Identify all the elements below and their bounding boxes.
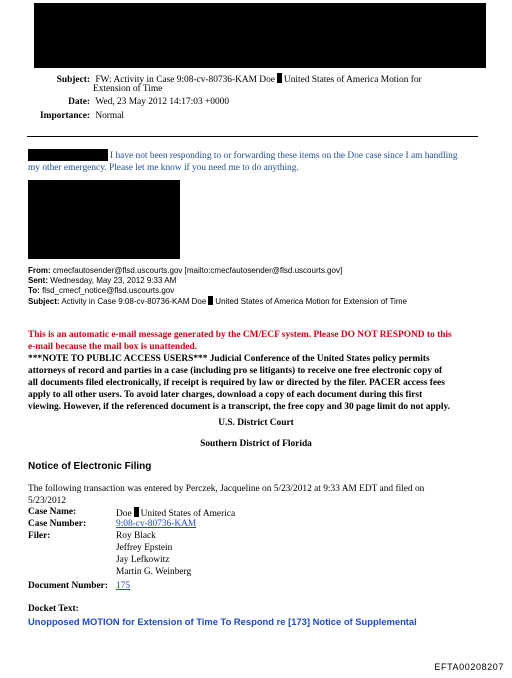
redaction-bar — [134, 507, 139, 517]
document-number-label: Document Number: — [28, 581, 108, 591]
forwarded-from-row — [28, 266, 342, 275]
header-divider — [27, 136, 478, 137]
case-number-link[interactable]: 9:08-cv-80736-KAM — [116, 519, 197, 529]
subject-text-a: FW: Activity in Case 9:08-cv-80736-KAM Doe — [95, 75, 275, 85]
message-line-1: I have not been responding to or forwarding these items on the Doe case since I am handling — [110, 151, 458, 161]
auto-notice-line-1: This is an automatic e-mail message generated by the CM/ECF system. Please DO NOT RESPOND to this — [28, 330, 452, 340]
document-number-link[interactable]: 175 — [116, 581, 131, 591]
date-value: Wed, 23 May 2012 14:17:03 +0000 — [95, 97, 230, 107]
filer-label: Filer: — [28, 531, 51, 541]
nef-title: Notice of Electronic Filing — [28, 461, 152, 472]
fwd-subject-value-b: United States of America Motion for Extension of Time — [215, 297, 407, 306]
header-subject-row-2: Extension of Time — [93, 84, 163, 94]
subject-text-b: United States of America Motion for — [283, 75, 422, 85]
public-notice-line-2: attorneys of record and parties in a case (including pro se litigants) to receive one free electronic copy of — [28, 366, 443, 376]
public-notice-line-1: ***NOTE TO PUBLIC ACCESS USERS*** Judicial Conference of the United States policy permits — [28, 354, 430, 364]
to-label: To: — [28, 286, 40, 295]
redaction-bar — [208, 296, 213, 305]
docket-text: Unopposed MOTION for Extension of Time To Respond re [173] Notice of Supplemental — [28, 616, 417, 627]
redaction-middle — [28, 180, 180, 259]
court-name: U.S. District Court — [218, 418, 294, 428]
docket-text-label: Docket Text: — [28, 604, 79, 614]
public-notice-line-3: all documents filed electronically, if receipt is required by law or directed by the filer. PACER access fees — [28, 378, 445, 388]
fwd-subject-label: Subject: — [28, 297, 60, 306]
redaction-bar — [277, 73, 282, 83]
redaction-top — [34, 3, 486, 68]
case-name-label: Case Name: — [28, 507, 77, 517]
importance-value: Normal — [95, 111, 124, 121]
header-date-row — [26, 97, 229, 108]
header-importance-row — [26, 111, 124, 122]
case-name-b: United States of America — [140, 509, 236, 519]
subject-label: Subject: — [56, 75, 90, 85]
message-line-2: my other emergency. Please let me know if you need me to do anything. — [28, 163, 299, 173]
public-notice-line-5: viewing. However, if the referenced document is a transcript, the free copy and 30 page limit do not apply. — [28, 402, 451, 412]
filer-2: Jeffrey Epstein — [116, 543, 173, 553]
from-value: cmecfautosender@flsd.uscourts.gov [mailto:cmecfautosender@flsd.uscourts.gov] — [52, 266, 343, 275]
importance-label: Importance: — [40, 111, 90, 121]
from-label: From: — [28, 266, 51, 275]
forwarded-sent-row — [28, 276, 176, 285]
court-district: Southern District of Florida — [200, 439, 312, 449]
bates-number: EFTA00208207 — [434, 662, 504, 672]
auto-notice-line-2: e-mail because the mail box is unattended. — [28, 342, 198, 352]
forwarded-subject-row — [28, 296, 407, 306]
sent-label: Sent: — [28, 276, 48, 285]
filer-3: Jay Lefkowitz — [116, 555, 170, 565]
redaction-greeting — [28, 149, 108, 161]
to-value: flsd_cmecf_notice@flsd.uscourts.gov — [42, 286, 175, 295]
case-name-a: Doe — [116, 509, 132, 519]
nef-intro-line-1: The following transaction was entered by Perczek, Jacqueline on 5/23/2012 at 9:33 AM EDT and filed on — [28, 484, 425, 494]
filer-4: Martin G. Weinberg — [116, 567, 192, 577]
header-subject-row — [26, 73, 422, 86]
nef-intro-line-2: 5/23/2012 — [28, 496, 67, 506]
case-name-value — [116, 507, 235, 519]
fwd-subject-value-a: Activity in Case 9:08-cv-80736-KAM Doe — [61, 297, 207, 306]
filer-1: Roy Black — [116, 531, 156, 541]
date-label: Date: — [68, 97, 90, 107]
forwarded-to-row — [28, 286, 174, 295]
sent-value: Wednesday, May 23, 2012 9:33 AM — [50, 276, 177, 285]
public-notice-line-4: apply to all other users. To avoid later charges, download a copy of each document during this first — [28, 390, 423, 400]
case-number-label: Case Number: — [28, 519, 87, 529]
